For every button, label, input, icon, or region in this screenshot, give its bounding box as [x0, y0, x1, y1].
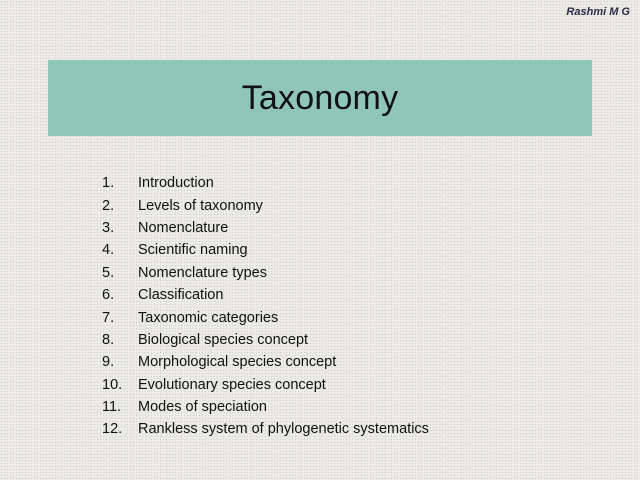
list-item — [102, 329, 429, 351]
item-number: 12. — [102, 421, 123, 438]
item-number: 7. — [102, 309, 115, 326]
item-label: Introduction — [138, 175, 214, 192]
table-of-contents — [102, 172, 429, 441]
item-number: 2. — [102, 197, 115, 214]
item-label: Classification — [138, 287, 224, 304]
item-number: 9. — [102, 354, 115, 371]
list-item — [102, 284, 429, 306]
item-label: Nomenclature types — [138, 264, 267, 281]
item-label: Morphological species concept — [138, 354, 337, 371]
item-label: Nomenclature — [138, 219, 229, 236]
list-item — [102, 418, 429, 440]
item-label: Levels of taxonomy — [138, 197, 263, 214]
author-name: Rashmi M G — [566, 6, 630, 18]
list-item — [102, 194, 429, 216]
slide-title: Taxonomy — [241, 78, 399, 117]
item-label: Evolutionary species concept — [138, 376, 326, 393]
item-number: 1. — [102, 175, 115, 192]
list-item — [102, 306, 429, 328]
list-item — [102, 217, 429, 239]
list-item — [102, 396, 429, 418]
list-item — [102, 374, 429, 396]
list-item — [102, 262, 429, 284]
list-item — [102, 351, 429, 373]
item-number: 4. — [102, 242, 115, 259]
item-number: 5. — [102, 264, 115, 281]
item-number: 8. — [102, 331, 115, 348]
item-number: 6. — [102, 287, 115, 304]
item-number: 11. — [102, 399, 122, 416]
item-number: 10. — [102, 376, 123, 393]
item-label: Taxonomic categories — [138, 309, 279, 326]
item-label: Rankless system of phylogenetic systematics — [138, 421, 429, 438]
item-number: 3. — [102, 219, 115, 236]
list-item — [102, 239, 429, 261]
item-label: Biological species concept — [138, 331, 309, 348]
item-label: Scientific naming — [138, 242, 248, 259]
item-label: Modes of speciation — [138, 399, 267, 416]
title-banner — [48, 60, 592, 136]
list-item — [102, 172, 429, 194]
